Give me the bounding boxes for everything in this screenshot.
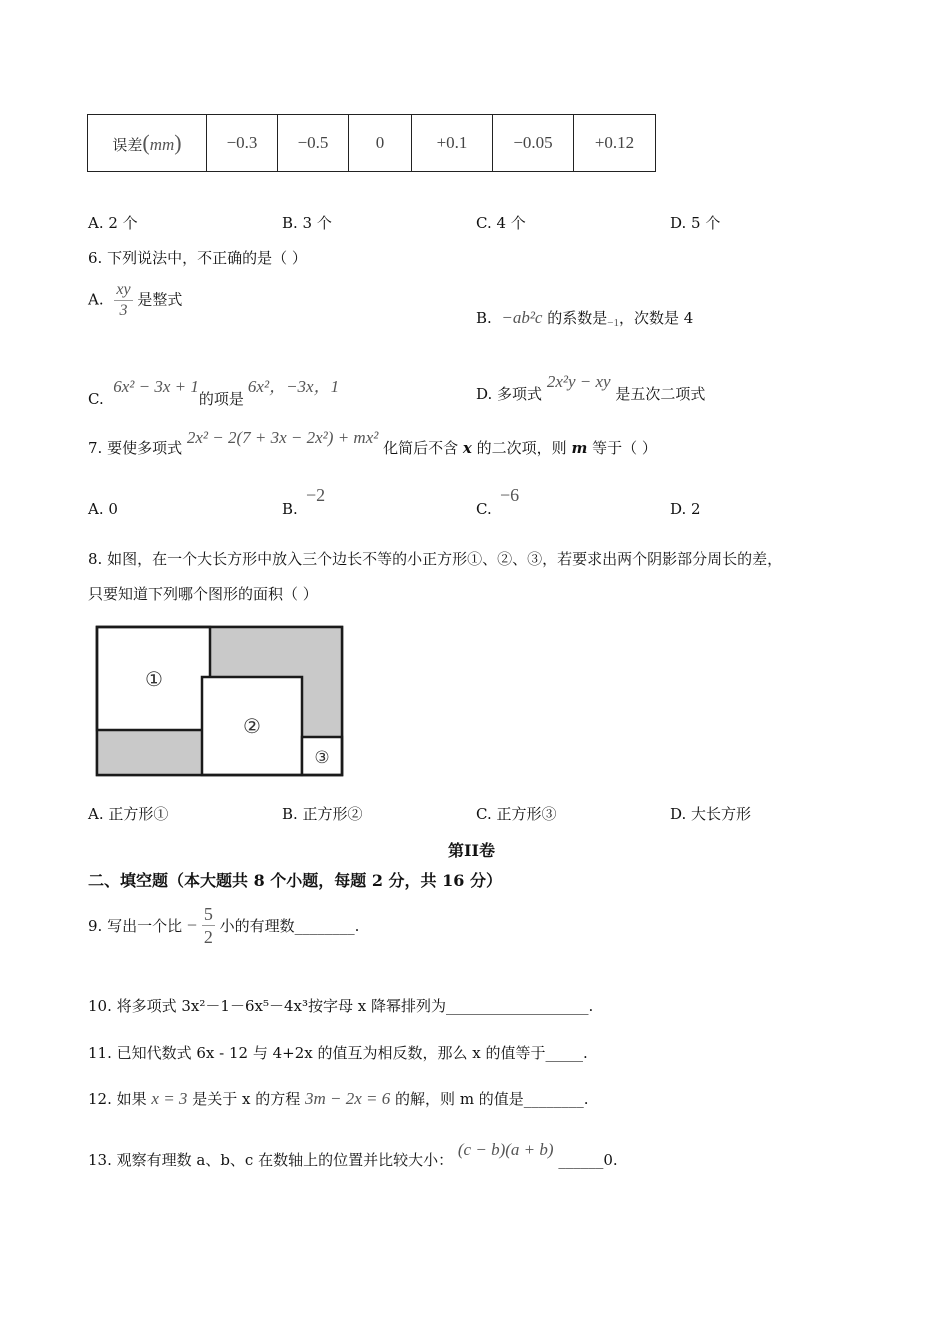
q8-option-c: C. 正方形③ <box>476 805 557 823</box>
q8-stem-line1: 8. 如图，在一个大长方形中放入三个边长不等的小正方形①、②、③，若要求出两个阴影部分周长的差， <box>88 550 783 568</box>
table-cell: −0.5 <box>278 115 349 172</box>
q7-stem: 7. 要使多项式 2x² − 2(7 + 3x − 2x²) + mx² 化简后不含 x 的二次项，则 m 等于（ ） <box>88 428 657 457</box>
square-1-label: ① <box>145 667 163 691</box>
q7-option-b-label: B. <box>282 500 298 518</box>
q13: 13. 观察有理数 a、b、c 在数轴上的位置并比较大小： (c − b)(a + b) ______0. <box>88 1140 618 1169</box>
error-table <box>87 114 656 172</box>
q5-option-b: B. 3 个 <box>282 214 332 232</box>
q7-expression: 2x² − 2(7 + 3x − 2x²) + mx² <box>186 428 379 447</box>
table-cell: +0.1 <box>412 115 493 172</box>
section-heading: 二、填空题（本大题共 8 个小题，每题 2 分，共 16 分） <box>88 871 502 890</box>
q8-figure <box>94 624 346 778</box>
q8-option-a: A. 正方形① <box>88 805 169 823</box>
table-cell: −0.05 <box>493 115 574 172</box>
q6-option-a: A. $\frac{xy}{3}$ 是整式 <box>88 281 183 319</box>
q10: 10. 将多项式 3x²－1－6x⁵－4x³按字母 x 降幂排列为___________________. <box>88 997 594 1015</box>
q6-option-d: D. 多项式 2x²y − xy 是五次二项式 <box>476 372 706 403</box>
q11: 11. 已知代数式 6x - 12 与 4+2x 的值互为相反数，那么 x 的值等于_____. <box>88 1044 588 1062</box>
square-3-label: ③ <box>314 748 330 768</box>
q7-option-a: A. 0 <box>88 500 118 518</box>
q8-option-b: B. 正方形② <box>282 805 363 823</box>
q9-fraction: $\frac{5}{2}$ <box>203 904 213 947</box>
square-2-label: ② <box>243 714 261 738</box>
q6-a-fraction: $\frac{xy}{3}$ <box>116 281 131 319</box>
table-cell: +0.12 <box>574 115 656 172</box>
q9: 9. 写出一个比 − $\frac{5}{2}$ 小的有理数________. <box>88 904 360 947</box>
volume-title: 第II卷 <box>448 841 495 860</box>
q5-option-c: C. 4 个 <box>476 214 526 232</box>
q5-option-a: A. 2 个 <box>88 214 138 232</box>
q8-option-d: D. 大长方形 <box>670 805 752 823</box>
q6-option-c: C. 6x² − 3x + 1的项是6x²，−3x，1 <box>88 377 340 408</box>
q7-option-c-value: −6 <box>500 485 520 505</box>
q12: 12. 如果 x = 3 是关于 x 的方程 3m − 2x = 6 的解，则 m 的值是________. <box>88 1089 589 1108</box>
q6-stem: 6. 下列说法中，不正确的是（ ） <box>88 249 307 267</box>
table-header-cell: 误差(mm) <box>88 115 207 172</box>
table-cell: −0.3 <box>207 115 278 172</box>
q5-option-d: D. 5 个 <box>670 214 721 232</box>
shaded-region-lower-left <box>98 730 202 774</box>
q7-option-d: D. 2 <box>670 500 701 518</box>
table-cell: 0 <box>349 115 412 172</box>
table-row <box>88 115 656 172</box>
q6-option-b: B. −ab²c 的系数是$_{-1}$，次数是 4 <box>476 308 694 329</box>
q7-option-b-value: −2 <box>306 485 326 505</box>
q7-option-c-label: C. <box>476 500 492 518</box>
q8-stem-line2: 只要知道下列哪个图形的面积（ ） <box>88 585 318 603</box>
